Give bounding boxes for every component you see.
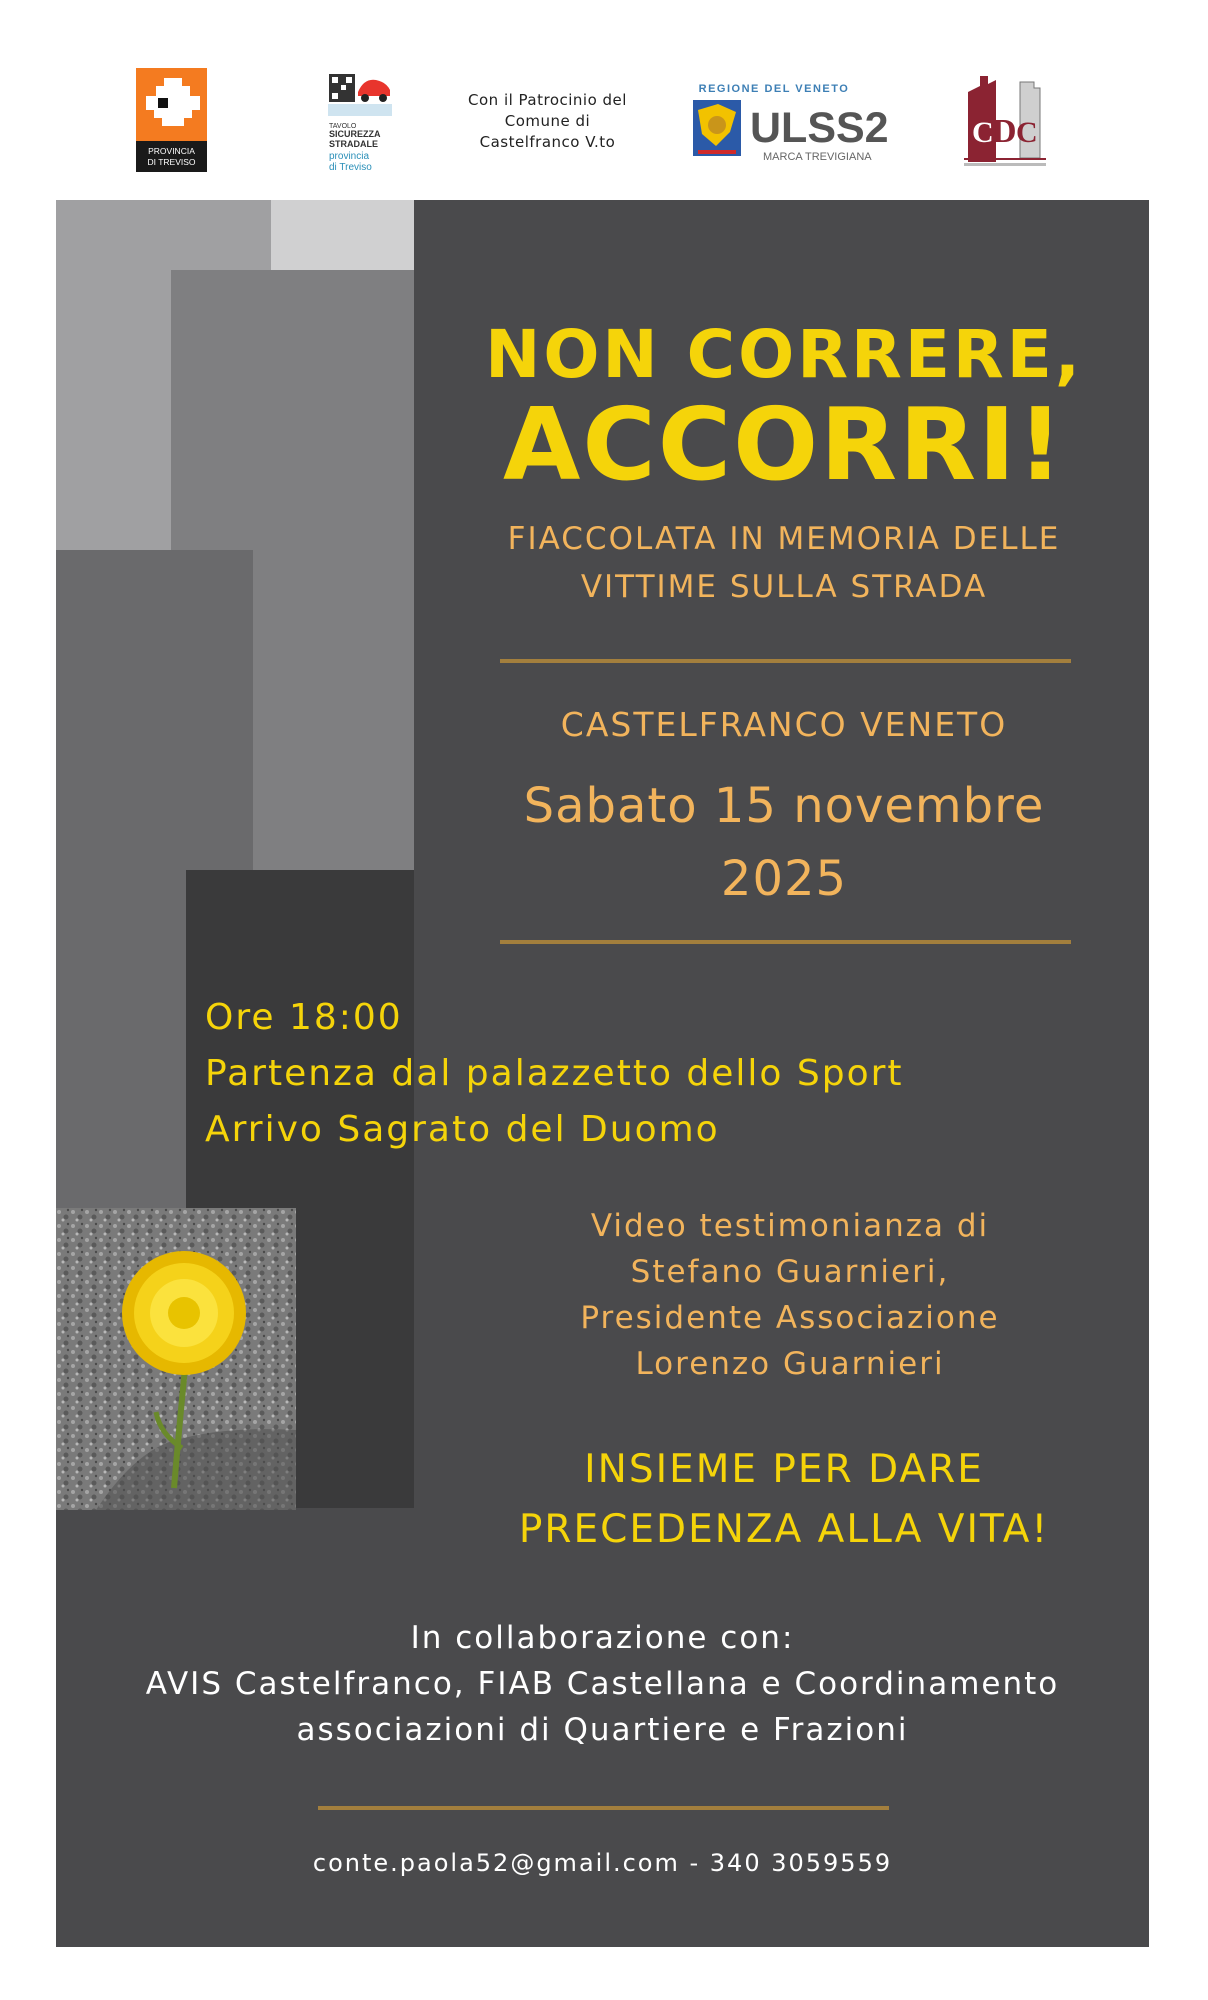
svg-text:ULSS2: ULSS2: [750, 104, 889, 152]
dandelion-photo: [56, 1208, 296, 1510]
video-line: Lorenzo Guarnieri: [635, 1346, 945, 1382]
svg-text:SICUREZZA: SICUREZZA: [329, 129, 381, 139]
svg-text:C: C: [972, 116, 994, 149]
video-line: Presidente Associazione: [580, 1300, 1000, 1336]
subtitle: FIACCOLATA IN MEMORIA DELLE VITTIME SULLA STRADA: [507, 521, 1061, 605]
svg-text:REGIONE DEL VENETO: REGIONE DEL VENETO: [698, 83, 850, 95]
collab-heading: In collaborazione con:: [410, 1620, 795, 1656]
decor-block: [271, 200, 414, 270]
event-departure: Partenza dal palazzetto dello Sport: [205, 1053, 904, 1094]
title-line2: ACCORRI!: [503, 386, 1065, 503]
event-details: [205, 990, 1025, 1158]
svg-text:D: D: [992, 113, 1017, 150]
video-line: Stefano Guarnieri,: [630, 1254, 950, 1290]
tavolo-sicurezza-stradale-logo: [328, 70, 392, 174]
svg-text:provincia: provincia: [329, 151, 370, 162]
svg-text:C: C: [1016, 116, 1038, 149]
city: CASTELFRANCO VENETO: [560, 705, 1008, 744]
slogan: INSIEME PER DARE PRECEDENZA ALLA VITA!: [518, 1447, 1050, 1552]
svg-text:TAVOLO: TAVOLO: [329, 123, 357, 130]
video-testimony: [520, 1203, 1060, 1387]
patrocinio-text: Con il Patrocinio del Comune di Castelfranco V.to: [468, 91, 627, 151]
svg-text:di Treviso: di Treviso: [329, 162, 372, 173]
svg-text:STRADALE: STRADALE: [329, 139, 378, 149]
svg-text:DI TREVISO: DI TREVISO: [147, 157, 196, 167]
divider-line: [318, 1806, 889, 1810]
collab-list: AVIS Castelfranco, FIAB Castellana e Coordinamento associazioni di Quartiere e Frazioni: [145, 1666, 1060, 1748]
svg-text:PROVINCIA: PROVINCIA: [148, 146, 195, 156]
event-time: Ore 18:00: [205, 997, 403, 1038]
svg-text:MARCA TREVIGIANA: MARCA TREVIGIANA: [763, 151, 872, 163]
event-date: Sabato 15 novembre 2025: [523, 778, 1045, 907]
event-arrival: Arrivo Sagrato del Duomo: [205, 1109, 720, 1150]
title-line1: NON CORRERE,: [485, 316, 1083, 393]
divider-line: [500, 940, 1071, 944]
cdc-coordinamento-logo: [962, 72, 1048, 172]
collaboration-block: [70, 1615, 1135, 1753]
video-line: Video testimonianza di: [590, 1208, 990, 1244]
contact-info: conte.paola52@gmail.com - 340 3059559: [312, 1849, 893, 1877]
provincia-treviso-logo: [136, 68, 207, 172]
divider-line: [500, 659, 1071, 663]
ulss2-logo: [688, 80, 889, 166]
